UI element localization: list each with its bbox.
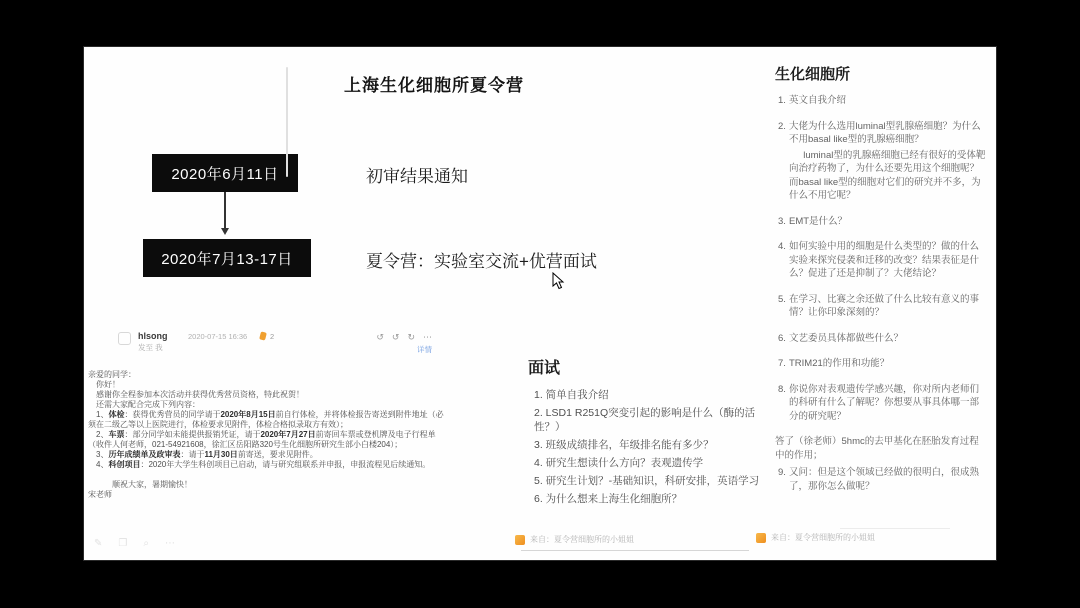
email-body-line: 亲爱的同学： [88,370,136,379]
slide [84,47,996,560]
source-caption-right [756,532,875,543]
institute-item: 9. 又问：但是这个领域已经做的很明白，很成熟了，那你怎么做呢？ [778,467,980,492]
caption-text: 来自：夏令营细胞所的小姐姐 [530,535,634,544]
institute-item: 1. 英文自我介绍 [778,95,847,106]
avatar [118,332,131,345]
page-title: 上海生化细胞所夏令营 [344,76,524,95]
email-sender: hlsong [138,331,168,341]
timeline-label-2: 夏令营：实验室交流+优营面试 [366,252,597,271]
institute-list [775,94,987,493]
divider [521,550,749,551]
interview-title: 面试 [528,360,561,377]
institute-item: 6. 文艺委员具体都做些什么？ [778,332,904,344]
interview-list [528,388,768,506]
email-body [88,370,446,500]
timeline-label-1: 初审结果通知 [366,167,468,186]
timeline-date-box-2: 2020年7月13-17日 [143,239,311,277]
scrollbar[interactable] [286,67,288,177]
more-icon[interactable]: ⋯ [423,332,432,342]
timeline-date-box-1: 2020年6月11日 [152,154,298,192]
institute-item: 5. 在学习、比赛之余还做了什么比较有意义的事情？让你印象深刻的？ [778,293,980,318]
institute-item: 7. TRIM21的作用和功能？ [778,358,890,369]
email-body-line: 2、车票：部分同学如未能提供报销凭证，请于2020年7月27日前寄回车票或登机牌及电子行程单（收件人何老师，021-54921608，徐汇区岳阳路320号生化细胞所研究生部小白楼204）； [88,430,436,449]
interview-item: 5. 研究生计划？-基础知识，科研安排，英语学习 [534,475,760,487]
mouse-cursor [552,272,566,290]
interview-item: 6. 为什么想来上海生化细胞所？ [534,493,683,505]
institute-item: 2. 大佬为什么选用luminal型乳腺癌细胞？为什么不用basal like型的乳腺癌细胞？ luminal型的乳腺癌细胞已经有很好的受体靶向治疗药物了，为什么还要先用这个细胞呢？而basal like型的细胞对它们的研究并不多，为什么不用它呢？ [778,120,986,201]
copy-icon[interactable]: ❐ [118,538,128,549]
institute-item: 4. 如何实验中用的细胞是什么类型的？做的什么实验来探究侵袭和迁移的改变？结果表征是什么？促进了还是抑制了？大佬结论？ [778,241,980,279]
email-body-line: 1、体检：获得优秀营员的同学请于2020年8月15日前自行体检，并将体检报告寄送到附件地址（必须在二级乙等以上医院进行，体检要求见附件，体检合格拟录取方有效）； [88,410,444,429]
more-tools-icon[interactable]: ⋯ [164,538,175,549]
email-timestamp: 2020-07-15 16:36 [188,332,248,341]
divider [840,528,950,529]
interview-item: 3. 班级成绩排名，年级排名能有多少？ [534,439,714,451]
email-body-line: 3、历年成绩单及政审表：请于11月30日前寄送，要求见附件。 [96,450,318,459]
institute-section [775,63,987,505]
email-header [88,330,448,356]
email-to-line: 发至 我 [138,343,163,352]
institute-item: 3. EMT是什么？ [778,215,848,227]
edit-icon[interactable]: ✎ [94,538,103,549]
email-body-line: 4、科创项目：2020年大学生科创项目已启动，请与研究组联系并申报，申报流程见后续通知。 [96,460,431,469]
email-details-link[interactable]: 详情 [417,345,432,354]
interview-section [528,355,768,510]
email-screenshot [88,330,448,552]
attachment-icon [259,331,267,340]
institute-item: 答了（徐老师）5hmc的去甲基化在胚胎发育过程中的作用； [775,436,979,461]
interview-item: 4. 研究生想读什么方向？表观遗传学 [534,457,704,469]
institute-item: 8. 你说你对表观遗传学感兴趣，你对所内老师们的科研有什么了解呢？你想要从事具体哪一部分的研究呢？ [778,383,980,422]
search-icon[interactable]: ⌕ [143,538,149,549]
institute-title: 生化细胞所 [775,66,851,83]
email-body-line [88,470,446,480]
email-body-line: 顺祝大家，暑期愉快！ [112,480,192,489]
source-caption-left [515,534,634,545]
email-body-line: 宋老师 [88,490,112,499]
attachment-count: 2 [270,332,275,341]
reply-icon[interactable]: ↺ [376,332,384,342]
interview-item: 1. 简单自我介绍 [534,389,609,401]
email-toolbar [94,538,175,549]
email-body-line: 还需大家配合完成下列内容： [96,400,200,409]
email-body-line: 你好！ [96,380,120,389]
reply-all-icon[interactable]: ↺ [391,332,400,342]
email-actions [376,332,432,343]
app-icon [515,535,525,545]
caption-text: 来自：夏令营细胞所的小姐姐 [771,533,875,542]
interview-item: 2. LSD1 R251Q突变引起的影响是什么（酶的活性？） [534,407,756,433]
forward-icon[interactable]: ↻ [407,332,415,342]
email-body-line: 感谢你全程参加本次活动并获得优秀营员资格，特此祝贺！ [96,390,304,399]
app-icon [756,533,766,543]
timeline-arrow [224,192,226,232]
